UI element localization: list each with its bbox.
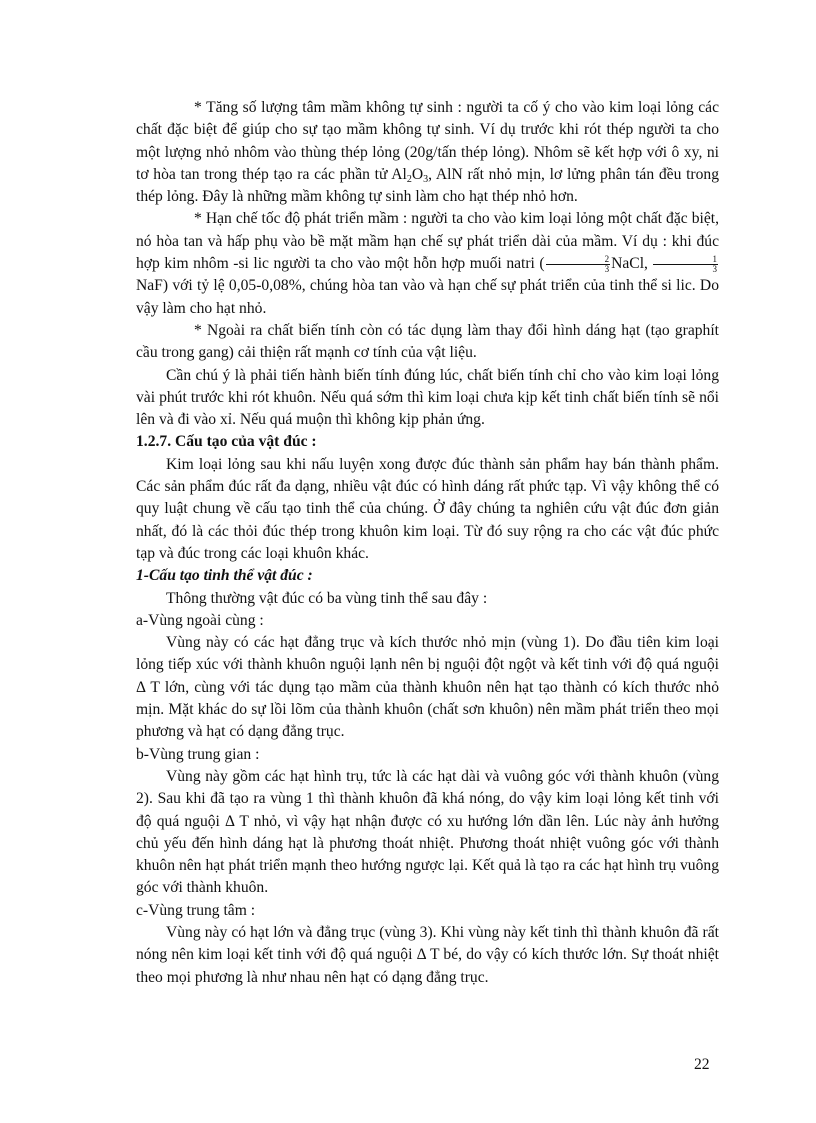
label-zone-c: c-Vùng trung tâm :: [136, 901, 256, 919]
p2-end-text: NaF) với tỷ lệ 0,05-0,08%, chúng hòa tan vào và hạn chế sự phát triển của tinh thể si lic. Do vậy làm cho hạt nhỏ.: [136, 277, 719, 317]
paragraph-zone-a: [136, 632, 719, 743]
p7-end-text: lớn, cùng với tác dụng tạo mầm của thành khuôn nên hạt tạo thành có kích thước nhỏ mịn. Mặt khác do sự lồi lõm của thành khuôn (chất sơn khuôn) nên mầm phát triển theo mọi phương và hạt có dạng đẳng trục.: [136, 678, 720, 741]
p7-start-text: Vùng này có các hạt đẳng trục và kích thước nhỏ mịn (vùng 1). Do đầu tiên kim loại lỏng tiếp xúc với thành khuôn nguội lạnh nên bị nguội đột ngột và kết tinh với độ quá nguội: [136, 634, 719, 674]
delta-t-symbol: Δ T: [416, 946, 440, 964]
delta-t-symbol: Δ T: [225, 812, 249, 830]
body-text: [136, 97, 719, 989]
page-number: 22: [694, 1056, 710, 1073]
section-heading-1-2-7: 1.2.7. Cấu tạo của vật đúc :: [136, 433, 317, 451]
paragraph-casting-intro: Kim loại lỏng sau khi nấu luyện xong được đúc thành sản phẩm hay bán thành phẩm. Các sản phẩm đúc rất đa dạng, nhiều vật đúc có hình dáng rất phức tạp. Vì vậy không thể có quy luật chung về cấu tạo tinh thể của chúng. Ở đây chúng ta nghiên cứu vật đúc đơn giản nhất, đó là các thỏi đúc thép trong khuôn kim loại. Từ đó suy rộng ra cho các vật đúc phức tạp và đúc trong các loại khuôn khác.: [136, 455, 719, 562]
subscript-3: 3: [423, 173, 429, 185]
p9-start-text: Vùng này có hạt lớn và đẳng trục (vùng 3). Khi vùng này kết tinh thì thành khuôn đã rất nóng nên kim loại kết tinh với độ quá nguội: [136, 923, 719, 964]
paragraph-shape-change: * Ngoài ra chất biến tính còn có tác dụng làm thay đổi hình dáng hạt (tạo graphít cầu trong gang) cải thiện rất mạnh cơ tính của vật liệu.: [136, 321, 719, 362]
p8-end-text: nhỏ, vì vậy hạt nhận được có xu hướng lớn dần lên. Lúc này ảnh hưởng chủ yếu đến hình dáng hạt là phương thoát nhiệt. Phương thoát nhiệt vuông góc với thành khuôn nên hạt phát triển mạnh theo hướng ngược lại. Kết quả là tạo ra các hạt hình trụ vuông góc với thành khuôn.: [136, 812, 719, 897]
formula-al: Al: [391, 165, 407, 183]
paragraph-limit-growth: [136, 208, 719, 319]
fraction-one-third: [653, 255, 718, 274]
fraction-two-thirds: [546, 255, 611, 274]
subheading-crystal-structure: 1-Cấu tạo tinh thể vật đúc :: [136, 567, 313, 585]
p2-start-text: * Hạn chế tốc độ phát triển mầm : người ta cho vào kim loại lỏng một chất đặc biệt, nó hòa tan và hấp phụ vào bề mặt mầm hạn chế sự phát triển dài của mầm. Ví dụ : khi đúc hợp kim nhôm -si lic người ta cho vào một hỗn hợp muối natri (: [136, 210, 719, 273]
paragraph-zone-c: [136, 922, 719, 989]
p8-start-text: Vùng này gồm các hạt hình trụ, tức là các hạt dài và vuông góc với thành khuôn (vùng 2). Sau khi đã tạo ra vùng 1 thì thành khuôn đã khá nóng, do vậy kim loại lỏng kết tinh với độ quá nguội: [136, 767, 719, 830]
label-zone-b: b-Vùng trung gian :: [136, 745, 260, 763]
p1-end-text: , AlN rất nhỏ mịn, lơ lửng phân tán đều trong thép lỏng. Đây là những mầm không tự sinh làm cho hạt thép nhỏ hơn.: [136, 165, 720, 206]
fraction-numerator: 1: [653, 255, 718, 265]
subscript-2: 2: [406, 173, 412, 185]
paragraph-zone-b: [136, 766, 719, 900]
fraction-numerator: 2: [546, 255, 611, 265]
p9-end-text: bé, do vậy có kích thước lớn. Sự thoát nhiệt theo mọi phương là như nhau nên hạt có dạng đẳng trục.: [136, 946, 719, 986]
delta-t-symbol: Δ T: [136, 678, 160, 696]
paragraph-increase-nuclei: [136, 97, 719, 208]
fraction-denominator: 3: [712, 264, 717, 274]
label-zone-a: a-Vùng ngoài cùng :: [136, 611, 264, 629]
p1-text: * Tăng số lượng tâm mầm không tự sinh : người ta cố ý cho vào kim loại lỏng các chất đặc biệt để giúp cho sự tạo mầm không tự sinh. Ví dụ trước khi rót thép người ta cho một lượng nhỏ nhôm vào thùng thép lỏng (20g/tấn thép lỏng). Nhôm sẽ kết hợp với ô xy, ni tơ hòa tan trong thép tạo ra các phần tử: [136, 99, 719, 183]
paragraph-timing-note: Cần chú ý là phải tiến hành biến tính đúng lúc, chất biến tính chỉ cho vào kim loại lỏng vài phút trước khi rót khuôn. Nếu quá sớm thì kim loại chưa kịp kết tinh chất biến tính sẽ nổi lên và đi vào xỉ. Nếu quá muộn thì không kịp phản ứng.: [136, 366, 719, 429]
nacl-text: NaCl,: [611, 255, 653, 273]
fraction-denominator: 3: [604, 264, 610, 274]
paragraph-three-zones: Thông thường vật đúc có ba vùng tinh thể sau đây :: [166, 589, 488, 607]
formula-o: O: [411, 165, 424, 183]
